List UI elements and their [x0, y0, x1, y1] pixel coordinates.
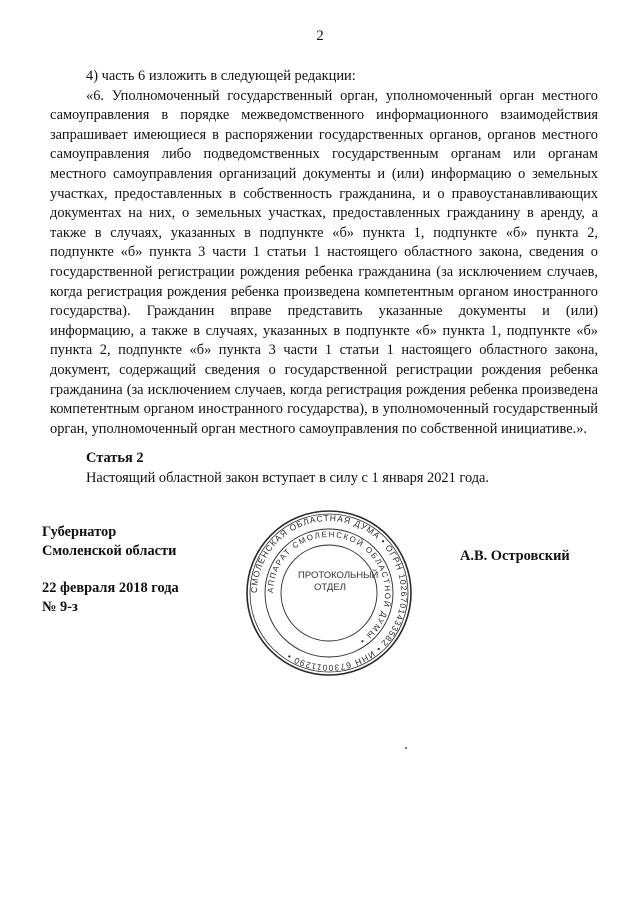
article-2 — [50, 448, 598, 488]
amendment-item: 4) часть 6 изложить в следующей редакции: — [86, 68, 356, 84]
signer-name: А.В. Островский — [460, 548, 570, 564]
document-number: № 9-з — [42, 599, 78, 615]
stamp-label-line1: ПРОТОКОЛЬНЫЙ — [298, 570, 379, 581]
document-date-block — [42, 579, 179, 617]
stamp-label — [298, 570, 379, 594]
amendment-text: «6. Уполномоченный государственный орган, уполномоченный орган местного самоуправления в порядке межведомственного информационного взаимодействия запрашивает имеющиеся в распоряжении государственных органов, органов местного самоуправления либо подведомственных государственным органам или органам местного самоуправления организаций документы и (или) информацию о земельных участках, предоставленных в собственность гражданина, и о правоустанавливающих документах на них, о земельных участках, предоставленных гражданину в аренду, а также в случаях, указанных в подпункте «б» пункта 1, подпункте «б» пункта 2, подпункте «б» пункта 3 части 1 статьи 1 настоящего областного закона, сведения о государственной регистрации рождения ребенка гражданина (за исключением случаев, когда регистрация рождения ребенка произведена компетентным органом иностранного государства). Гражданин вправе представить указанные документы и (или) информацию, а также в случаях, указанных в подпункте «б» пункта 1, подпункте «б» пункта 2, подпункте «б» пункта 3 части 1 статьи 1 настоящего областного закона, документ, содержащий сведения о государственной регистрации рождения ребенка гражданина (за исключением случаев, когда регистрация рождения ребенка произведена компетентным органом иностранного государства), в уполномоченный государственный орган, уполномоченный орган местного самоуправления по собственной инициативе.». — [50, 87, 598, 437]
stamp-outer-text: СМОЛЕНСКАЯ ОБЛАСТНАЯ ДУМА • ОГРН 1026701433582 • ИНН 6730011290 • — [248, 512, 410, 674]
stamp-inner-text: АППАРАТ СМОЛЕНСКОЙ ОБЛАСТНОЙ ДУМЫ • — [265, 529, 393, 647]
stamp-label-line2: ОТДЕЛ — [314, 582, 346, 593]
signature-position — [42, 523, 176, 561]
signature-position-line1: Губернатор — [42, 524, 117, 540]
page-number: 2 — [316, 28, 324, 44]
document-date: 22 февраля 2018 года — [42, 580, 179, 596]
article-heading: Статья 2 — [86, 450, 144, 466]
body-text — [50, 67, 598, 439]
scan-speck — [405, 747, 407, 749]
signature-position-line2: Смоленской области — [42, 543, 177, 559]
article-text: Настоящий областной закон вступает в силу с 1 января 2021 года. — [86, 470, 490, 486]
